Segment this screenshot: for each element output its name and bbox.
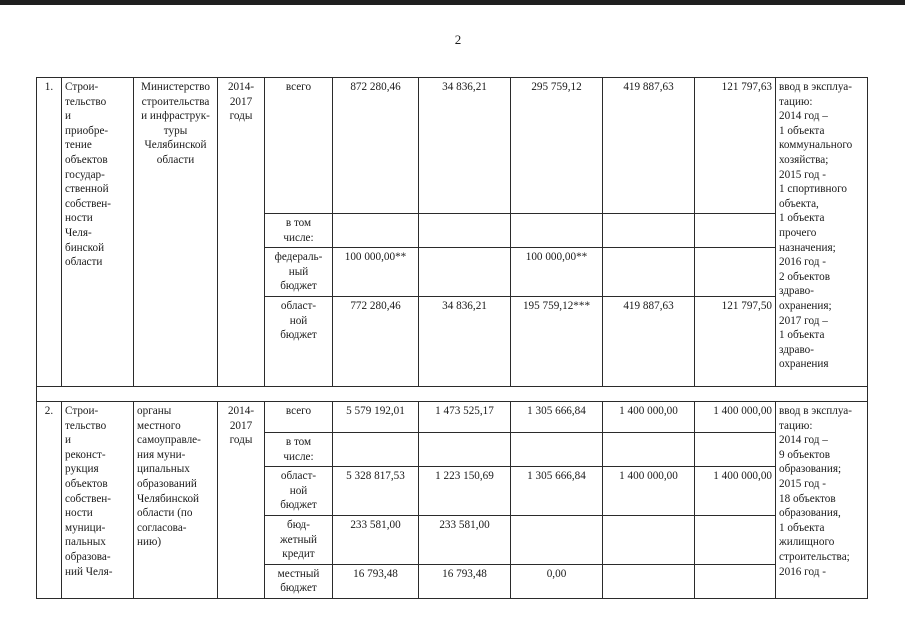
funding-source-cell: всего — [265, 401, 333, 432]
amount-2017-cell — [695, 214, 776, 248]
years-cell: 2014- 2017 годы — [218, 401, 265, 598]
measure-name-cell: Строи- тельство и реконст- рукция объектов собствен- ности муници- пальных образова- ний Челя- — [62, 401, 134, 598]
amount-2015-cell: 100 000,00** — [511, 248, 603, 297]
expected-result-cell: ввод в эксплуа- тацию: 2014 год – 9 объектов образования; 2015 год - 18 объектов образования, 1 объекта жилищного строительства; 2016 год - — [776, 401, 868, 598]
amount-2017-cell — [695, 515, 776, 564]
amount-2014-cell: 1 223 150,69 — [419, 467, 511, 516]
amount-2016-cell: 1 400 000,00 — [603, 467, 695, 516]
amount-2014-cell — [419, 248, 511, 297]
amount-2015-cell — [511, 214, 603, 248]
funding-source-cell: местный бюджет — [265, 564, 333, 598]
row-separator-cell — [37, 386, 868, 401]
row-number-cell: 1. — [37, 78, 62, 387]
amount-2016-cell — [603, 515, 695, 564]
funding-source-cell: всего — [265, 78, 333, 214]
row-separator — [37, 386, 868, 401]
funding-source-cell: област- ной бюджет — [265, 296, 333, 386]
amount-2016-cell — [603, 564, 695, 598]
total-amount-cell: 872 280,46 — [333, 78, 419, 214]
measure-name-cell: Строи- тельство и приобре- тение объектов государ- ственной собствен- ности Челя- бинской области — [62, 78, 134, 387]
total-amount-cell: 100 000,00** — [333, 248, 419, 297]
amount-2014-cell: 34 836,21 — [419, 78, 511, 214]
years-cell: 2014- 2017 годы — [218, 78, 265, 387]
funding-source-cell: област- ной бюджет — [265, 467, 333, 516]
total-amount-cell: 233 581,00 — [333, 515, 419, 564]
amount-2015-cell: 195 759,12*** — [511, 296, 603, 386]
amount-2014-cell: 1 473 525,17 — [419, 401, 511, 432]
amount-2016-cell: 1 400 000,00 — [603, 401, 695, 432]
amount-2016-cell: 419 887,63 — [603, 78, 695, 214]
funding-source-cell: в том числе: — [265, 432, 333, 466]
amount-2014-cell — [419, 214, 511, 248]
amount-2014-cell: 34 836,21 — [419, 296, 511, 386]
amount-2016-cell — [603, 214, 695, 248]
total-amount-cell — [333, 214, 419, 248]
amount-2017-cell: 1 400 000,00 — [695, 467, 776, 516]
expected-result-cell: ввод в эксплуа- тацию: 2014 год – 1 объекта коммунального хозяйства; 2015 год - 1 спортивного объекта, 1 объекта прочего назначения; 2016 год - 2 объектов здраво- охранения; 2017 год – 1 объекта здраво- охранения — [776, 78, 868, 387]
amount-2017-cell — [695, 432, 776, 466]
executor-cell: органы местного самоуправле- ния муни- ципальных образований Челябинской области (по согласова- нию) — [134, 401, 218, 598]
total-amount-cell: 16 793,48 — [333, 564, 419, 598]
total-amount-cell: 5 579 192,01 — [333, 401, 419, 432]
amount-2016-cell — [603, 432, 695, 466]
total-amount-cell: 5 328 817,53 — [333, 467, 419, 516]
funding-source-cell: бюд- жетный кредит — [265, 515, 333, 564]
funding-source-cell: федераль- ный бюджет — [265, 248, 333, 297]
amount-2017-cell: 121 797,50 — [695, 296, 776, 386]
amount-2017-cell — [695, 564, 776, 598]
amount-2015-cell: 0,00 — [511, 564, 603, 598]
program-measures-table — [36, 77, 868, 599]
total-amount-cell: 772 280,46 — [333, 296, 419, 386]
amount-2014-cell: 233 581,00 — [419, 515, 511, 564]
amount-2015-cell: 1 305 666,84 — [511, 401, 603, 432]
amount-2017-cell: 1 400 000,00 — [695, 401, 776, 432]
amount-2016-cell: 419 887,63 — [603, 296, 695, 386]
amount-2014-cell — [419, 432, 511, 466]
executor-cell: Министерство строительства и инфраструк- туры Челябинской области — [134, 78, 218, 387]
table-row — [37, 401, 868, 432]
amount-2017-cell — [695, 248, 776, 297]
total-amount-cell — [333, 432, 419, 466]
amount-2015-cell: 1 305 666,84 — [511, 467, 603, 516]
amount-2015-cell — [511, 515, 603, 564]
funding-source-cell: в том числе: — [265, 214, 333, 248]
amount-2017-cell: 121 797,63 — [695, 78, 776, 214]
row-number-cell: 2. — [37, 401, 62, 598]
amount-2016-cell — [603, 248, 695, 297]
amount-2014-cell: 16 793,48 — [419, 564, 511, 598]
amount-2015-cell — [511, 432, 603, 466]
amount-2015-cell: 295 759,12 — [511, 78, 603, 214]
page-number: 2 — [454, 32, 462, 47]
top-border-rule — [0, 0, 905, 5]
table-row — [37, 78, 868, 214]
